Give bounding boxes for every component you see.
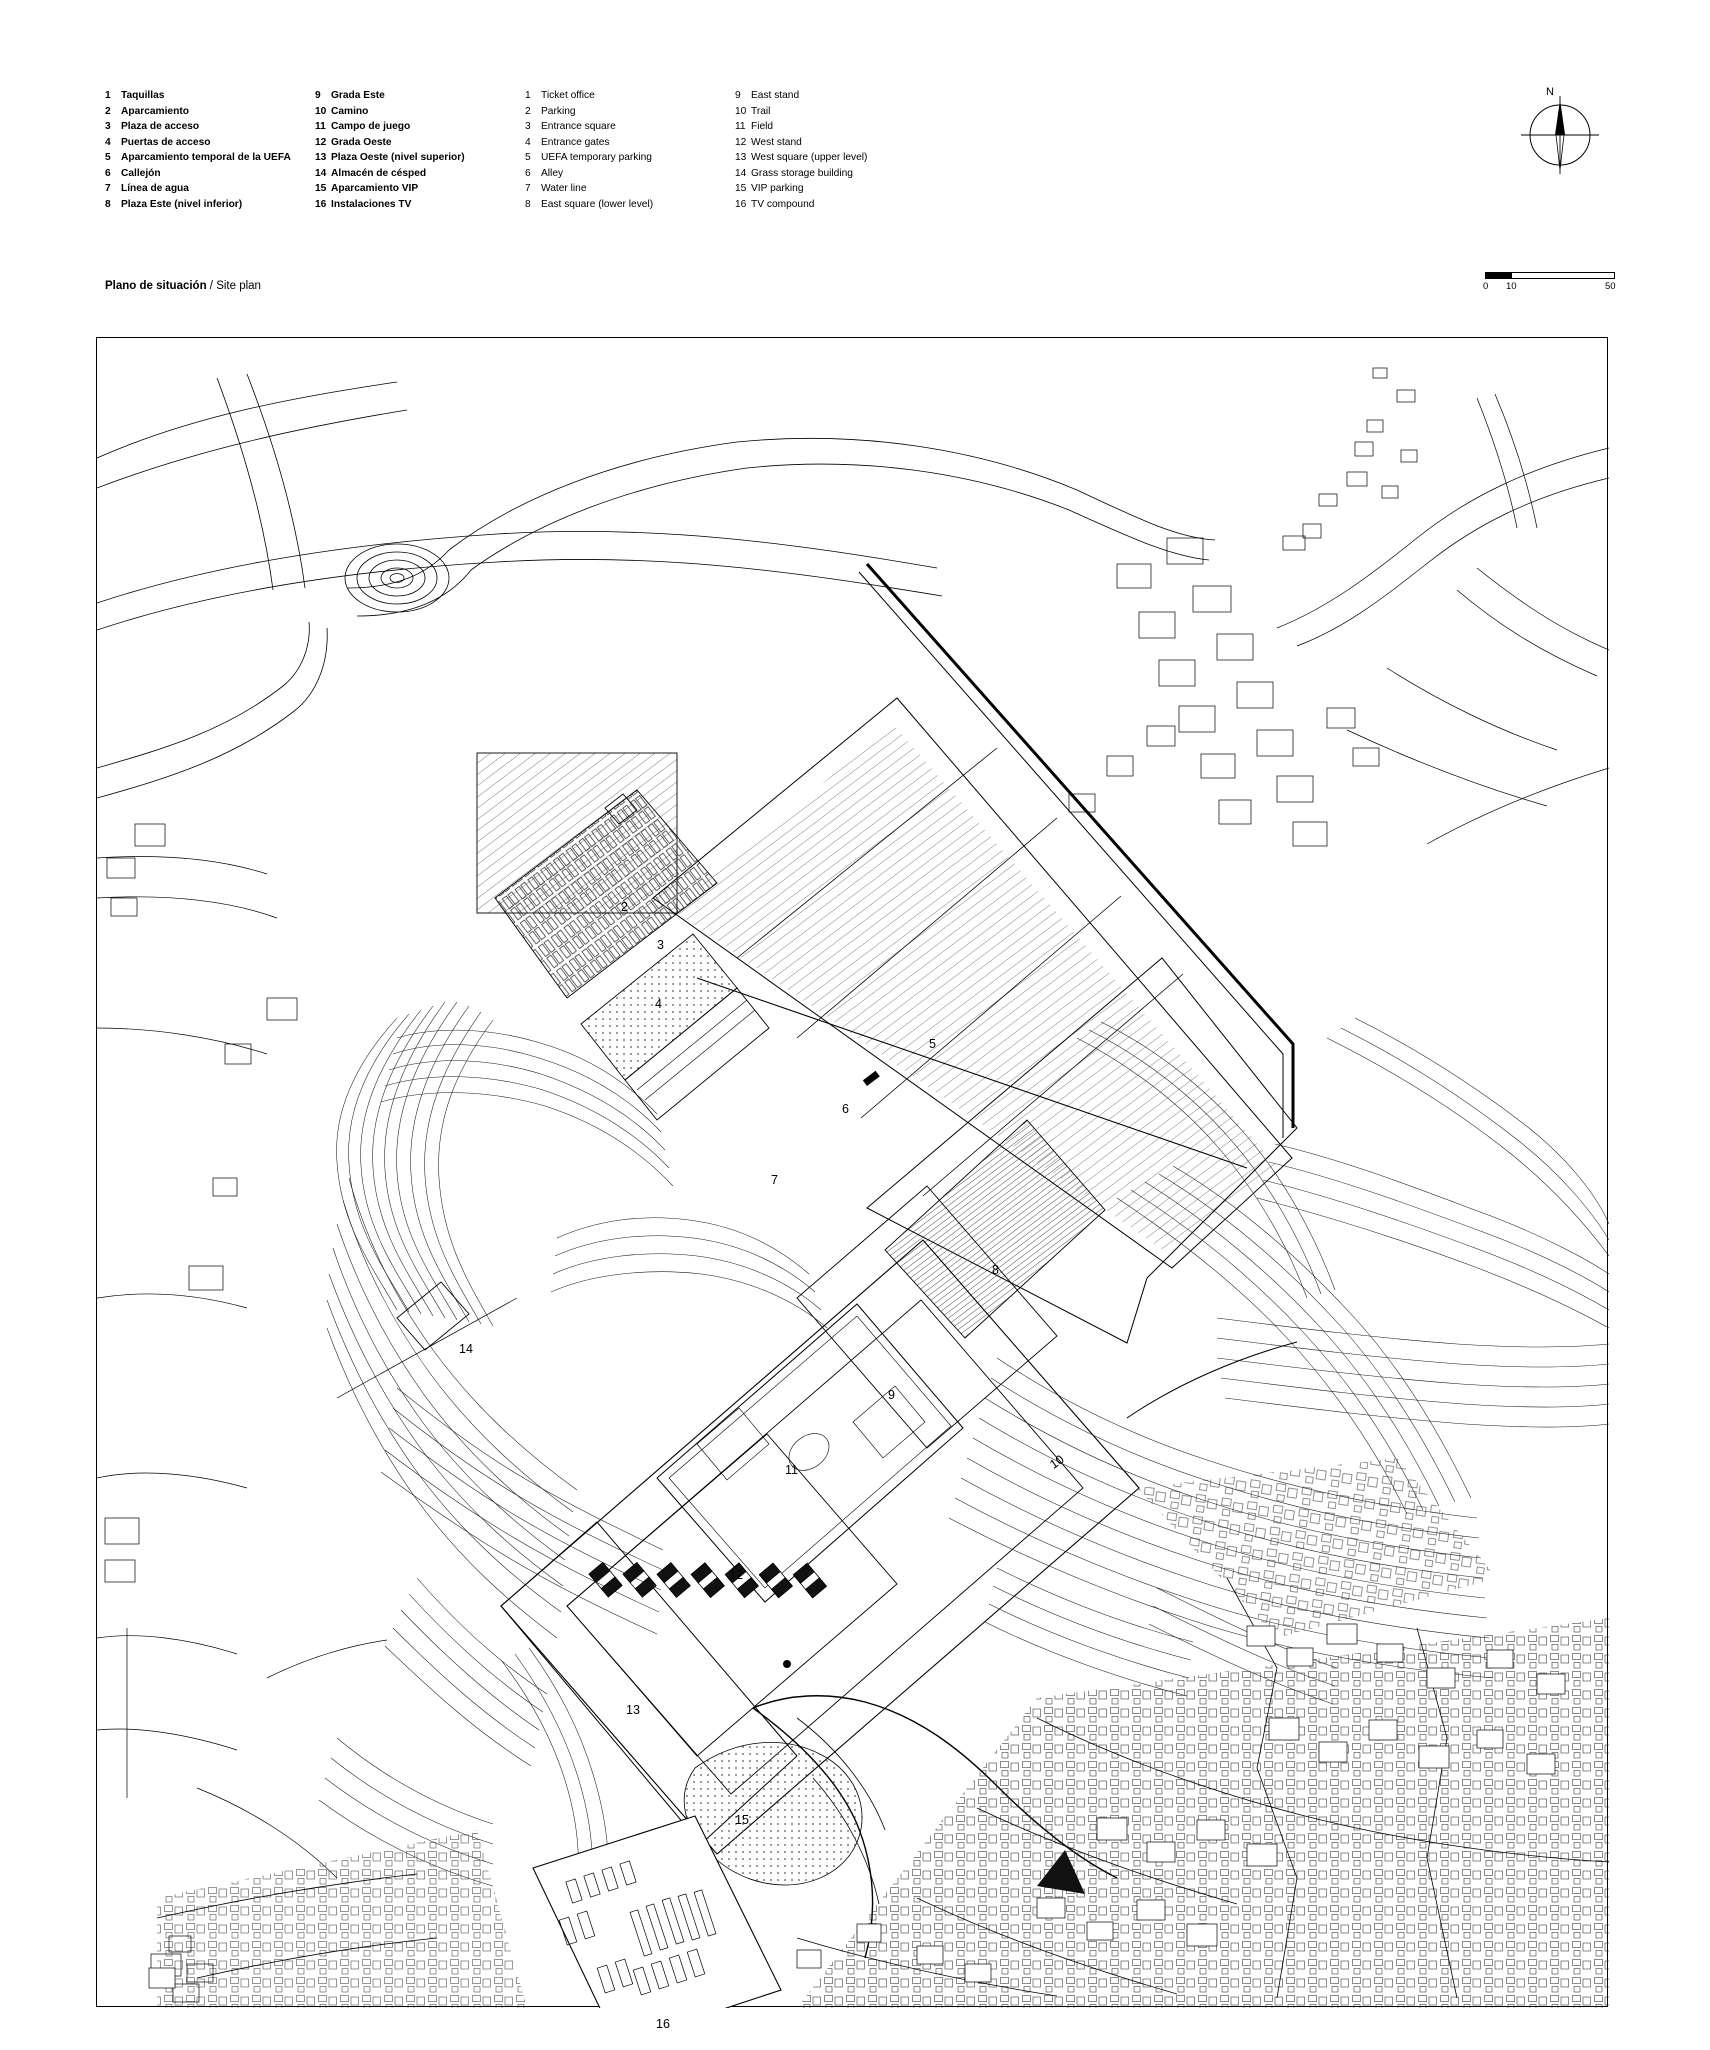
legend-item [525,88,735,104]
legend-item [315,104,525,120]
plan-marker-13: 13 [626,1703,640,1717]
plan-marker-7: 7 [771,1173,778,1187]
legend-item-label: Aparcamiento temporal de la UEFA [121,152,291,163]
legend-item [735,104,945,120]
legend-item-number: 4 [105,136,111,148]
legend-item-label: Entrance gates [541,136,610,148]
legend [105,88,945,212]
legend-item-number: 10 [735,105,747,117]
legend-item-label: Grass storage building [751,167,853,179]
plan-marker-9: 9 [888,1388,895,1402]
plan-marker-15: 15 [735,1813,749,1827]
plan-marker-12: 12 [729,1568,743,1582]
legend-item-label: VIP parking [751,183,804,194]
scale-bar-ticks [1485,279,1615,293]
legend-item [525,119,735,135]
legend-item-number: 15 [315,183,327,194]
north-label: N [1546,86,1554,98]
legend-item-number: 9 [735,90,741,101]
legend-item-number: 13 [315,152,327,163]
scale-bar-segments [1485,272,1615,279]
scale-tick-10: 10 [1506,281,1517,292]
legend-item [315,135,525,151]
legend-item-label: Trail [751,105,771,117]
legend-item [735,150,945,166]
legend-item-label: Taquillas [121,90,165,101]
legend-item-number: 15 [735,183,747,194]
legend-item-number: 7 [525,183,531,194]
plan-marker-4: 4 [655,997,662,1011]
legend-item [105,104,315,120]
legend-item-number: 11 [315,121,326,132]
legend-item-label: Plaza de acceso [121,121,200,132]
legend-item-number: 6 [525,167,531,179]
legend-column-english-2 [735,88,945,212]
legend-item-label: West square (upper level) [751,152,868,163]
legend-item-label: Puertas de acceso [121,136,211,148]
legend-item-label: Entrance square [541,121,616,132]
north-arrow-icon [1515,90,1605,180]
legend-item [525,104,735,120]
plan-marker-10: 10 [1047,1452,1067,1472]
caption-separator: / [206,280,217,292]
legend-item-label: Línea de agua [121,183,189,194]
legend-item-label: West stand [751,136,802,148]
caption-english: Site plan [216,280,261,292]
legend-item-label: Plaza Oeste (nivel superior) [331,152,465,163]
legend-item-label: Camino [331,105,369,117]
plan-marker-8: 8 [992,1263,999,1277]
legend-item-number: 12 [315,136,327,148]
legend-item-number: 2 [105,105,111,117]
legend-item [315,88,525,104]
legend-item [105,150,315,166]
legend-item-number: 16 [315,198,327,210]
legend-item-label: East square (lower level) [541,198,654,210]
legend-item [105,119,315,135]
legend-item-label: Parking [541,105,576,117]
legend-item [735,119,945,135]
legend-item-number: 1 [525,90,531,101]
legend-item-label: East stand [751,90,800,101]
legend-item [105,181,315,197]
legend-item-label: Water line [541,183,587,194]
legend-item-label: Alley [541,167,564,179]
legend-column-spanish-2 [315,88,525,212]
legend-item-number: 6 [105,167,111,179]
legend-item-label: Almacén de césped [331,167,427,179]
legend-item [105,197,315,213]
legend-item-label: TV compound [751,198,815,210]
legend-item-label: Grada Oeste [331,136,392,148]
plan-marker-5: 5 [929,1037,936,1051]
legend-column-spanish-1 [105,88,315,212]
legend-item-label: Field [751,121,774,132]
legend-item-label: Instalaciones TV [331,198,412,210]
legend-item-number: 12 [735,136,747,148]
plan-marker-2: 2 [621,900,628,914]
legend-item [525,197,735,213]
legend-item [315,150,525,166]
legend-item [105,135,315,151]
legend-item [525,150,735,166]
legend-item [735,181,945,197]
legend-item [105,166,315,182]
scale-seg-1 [1486,273,1512,278]
scale-seg-2 [1512,273,1614,278]
legend-item [315,181,525,197]
legend-item-label: Campo de juego [331,121,411,132]
legend-item-number: 3 [105,121,111,132]
legend-item-label: Ticket office [541,90,595,101]
plan-marker-3: 3 [657,938,664,952]
scale-tick-0: 0 [1483,281,1489,292]
legend-item-label: Grada Este [331,90,385,101]
legend-item [735,88,945,104]
legend-item [315,197,525,213]
legend-item-label: Plaza Este (nivel inferior) [121,198,243,210]
legend-item-number: 4 [525,136,531,148]
plan-marker-14: 14 [459,1342,473,1356]
legend-item-label: Aparcamiento [121,105,189,117]
legend-item [315,119,525,135]
site-plan-drawing [96,337,1608,2031]
legend-item-number: 3 [525,121,531,132]
legend-item [525,166,735,182]
plan-marker-11: 11 [785,1463,798,1477]
legend-item-number: 14 [735,167,747,179]
legend-item-number: 7 [105,183,111,194]
legend-item-number: 14 [315,167,327,179]
legend-item [525,181,735,197]
legend-item [315,166,525,182]
caption-spanish: Plano de situación [105,280,207,292]
legend-item-number: 9 [315,90,321,101]
legend-item [735,166,945,182]
legend-item-number: 2 [525,105,531,117]
figure-caption [105,280,261,292]
legend-item-number: 11 [735,121,746,132]
legend-item-number: 16 [735,198,747,210]
legend-item-number: 13 [735,152,747,163]
legend-item-number: 8 [105,198,111,210]
legend-item [735,135,945,151]
legend-column-english-1 [525,88,735,212]
legend-item-label: UEFA temporary parking [541,152,652,163]
scale-tick-50: 50 [1605,281,1616,292]
site-plan-svg [97,338,1609,2008]
legend-item-label: Callejón [121,167,161,179]
legend-item [105,88,315,104]
plan-marker-16: 16 [656,2017,670,2031]
legend-item-number: 10 [315,105,327,117]
legend-item [735,197,945,213]
legend-item [525,135,735,151]
scale-bar [1485,272,1615,293]
plan-marker-6: 6 [842,1102,849,1116]
legend-item-number: 5 [525,152,531,163]
legend-item-label: Aparcamiento VIP [331,183,419,194]
legend-item-number: 8 [525,198,531,210]
legend-item-number: 5 [105,152,111,163]
legend-item-number: 1 [105,90,111,101]
